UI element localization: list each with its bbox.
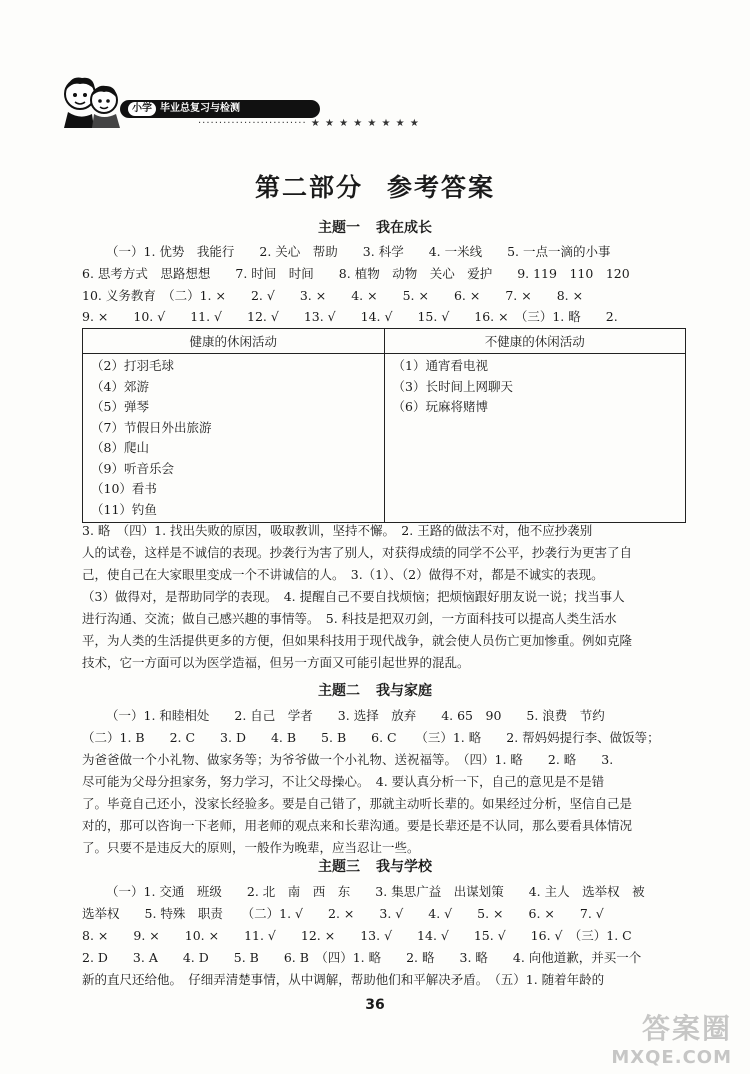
topic2-line: 对的，那可以咨询一下老师，用老师的观点来和长辈沟通。要是长辈还是不认同，那么要看具体情况 <box>82 818 633 833</box>
topic2-line: （一）1. 和睦相处 2. 自己 学者 3. 选择 放弃 4. 65 90 5. 浪费 节约 <box>106 708 605 723</box>
topic2-line: 为爸爸做一个小礼物、做家务等；为爷爷做一个小礼物、送祝福等。 （四）1. 略 2. 略 3. <box>82 752 614 767</box>
table-cell: （1）通宵看电视 <box>392 358 488 373</box>
topic3-line: 新的直尺还给他。 仔细弄清楚事情，从中调解，帮助他们和平解决矛盾。 （五）1. 随着年龄的 <box>82 972 605 987</box>
series-banner <box>120 100 320 118</box>
leisure-activity-table <box>82 328 686 523</box>
healthy-header: 健康的休闲活动 <box>83 329 385 354</box>
children-mascot-icon <box>58 70 128 128</box>
title-name: 参考答案 <box>387 173 496 202</box>
topic1-number: 主题一 <box>318 220 360 236</box>
unhealthy-header: 不健康的休闲活动 <box>384 329 686 354</box>
table-cell: （9）听音乐会 <box>91 460 174 476</box>
topic1-line: 人的试卷，这样是不诚信的表现。抄袭行为害了别人，对获得成绩的同学不公平，抄袭行为更害了自 <box>82 545 633 560</box>
table-cell: （7）节假日外出旅游 <box>91 419 212 435</box>
topic1-line: 10. 义务教育 （二）1. × 2. √ 3. × 4. × 5. × 6. × 7. × 8. × <box>82 288 584 303</box>
topic3-name: 我与学校 <box>376 859 432 875</box>
topic1-line: 进行沟通、交流；做自己感兴趣的事情等。 5. 科技是把双刃剑，一方面科技可以提高人类生活水 <box>82 611 617 626</box>
table-cell: （11）钓鱼 <box>91 501 157 517</box>
table-cell: （8）爬山 <box>91 440 149 455</box>
table-cell: （6）玩麻将赌博 <box>392 399 488 414</box>
title-part: 第二部分 <box>254 173 363 202</box>
unhealthy-column <box>384 354 686 523</box>
topic2-line: 了。毕竟自己还小，没家长经验多。要是自己错了，那就主动听长辈的。如果经过分析，坚信自己是 <box>82 796 633 811</box>
topic2-name: 我与家庭 <box>376 683 432 699</box>
banner-badge: 小学 <box>128 102 156 116</box>
topic3-line: 2. D 3. A 4. D 5. B 6. B （四）1. 略 2. 略 3. 略 4. 向他道歉，并买一个 <box>82 950 642 965</box>
topic1-line: 9. × 10. √ 11. √ 12. √ 13. √ 14. √ 15. √ 16. × （三）1. 略 2. <box>82 309 618 324</box>
table-cell: （10）看书 <box>91 481 157 496</box>
topic1-line: 己，使自己在大家眼里变成一个不讲诚信的人。 3.（1）、（2）做得不对，都是不诚实的表现。 <box>82 567 604 582</box>
topic3-line: （一）1. 交通 班级 2. 北 南 西 东 3. 集思广益 出谋划策 4. 主人 选举权 被 <box>106 884 645 899</box>
topic1-line: （3）做得对，是帮助同学的表现。 4. 提醒自己不要自找烦恼；把烦恼跟好朋友说一说；找当事人 <box>82 589 625 604</box>
topic2-line: 了。只要不是违反大的原则，一般作为晚辈，应当忍让一些。 <box>82 840 420 855</box>
topic1-line: 6. 思考方式 思路想想 7. 时间 时间 8. 植物 动物 关心 爱护 9. 119 110 120 <box>82 266 630 281</box>
topic2-line: 尽可能为父母分担家务，努力学习，不让父母操心。 4. 要认真分析一下，自己的意见是不是错 <box>82 774 605 789</box>
topic3-line: 8. × 9. × 10. × 11. √ 12. × 13. √ 14. √ 15. √ 16. √ （三）1. C <box>82 928 632 943</box>
topic1-name: 我在成长 <box>376 220 432 236</box>
topic1-heading <box>0 217 750 237</box>
topic1-line: 技术，它一方面可以为医学造福，但另一方面又可能引起世界的混乱。 <box>82 655 470 670</box>
topic1-line: 平，为人类的生活提供更多的方便，但如果科技用于现代战争，就会使人员伤亡更加惨重。例如克隆 <box>82 633 633 648</box>
table-cell: （3）长时间上网聊天 <box>392 378 513 394</box>
topic3-heading <box>0 856 750 876</box>
healthy-column <box>83 354 385 523</box>
page-title <box>0 168 750 204</box>
topic1-line: （一）1. 优势 我能行 2. 关心 帮助 3. 科学 4. 一米线 5. 一点一滴的小事 <box>106 244 611 259</box>
topic2-line: （二）1. B 2. C 3. D 4. B 5. B 6. C （三）1. 略 2. 帮妈妈提行李、做饭等； <box>82 730 660 745</box>
topic2-number: 主题二 <box>318 683 360 699</box>
page-number: 36 <box>365 997 385 1013</box>
table-cell: （5）弹琴 <box>91 399 149 414</box>
topic2-heading <box>0 680 750 700</box>
book-header <box>58 70 498 130</box>
topic3-number: 主题三 <box>318 859 360 875</box>
topic1-line: 3. 略 （四）1. 找出失败的原因，吸取教训，坚持不懈。 2. 王路的做法不对，他不应抄袭别 <box>82 523 593 538</box>
table-cell: （4）郊游 <box>91 378 149 394</box>
series-name: 毕业总复习与检测 <box>160 103 240 114</box>
table-cell: （2）打羽毛球 <box>91 358 174 373</box>
watermark-url: MXQE.COM <box>611 1047 732 1068</box>
topic3-line: 选举权 5. 特殊 职责 （二）1. √ 2. × 3. √ 4. √ 5. × 6. × 7. √ <box>82 906 604 921</box>
watermark-logo-text: 答案圈 <box>641 1012 732 1045</box>
site-watermark <box>611 1007 732 1068</box>
decorative-dots: ·························· ★ ★ ★ ★ ★ ★ ★ ★ <box>198 118 420 129</box>
